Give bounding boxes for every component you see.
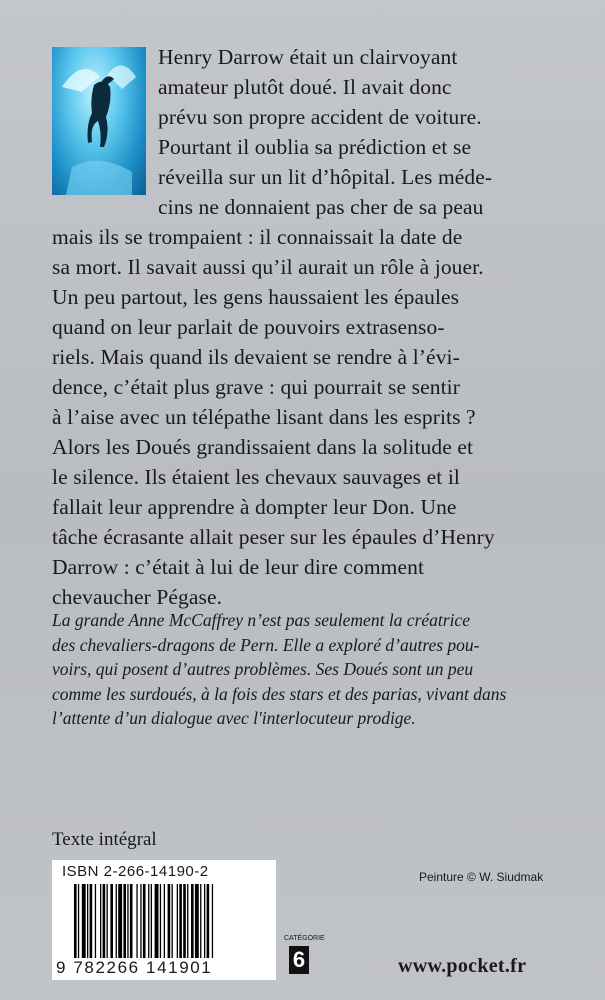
- barcode-bar: [179, 884, 182, 958]
- barcode-bar: [140, 884, 141, 958]
- blurb-line: chevaucher Pégase.: [52, 585, 223, 609]
- barcode-bar: [127, 884, 128, 958]
- barcode-bar: [110, 884, 113, 958]
- blurb-line: amateur plutôt doué. Il avait donc: [158, 75, 452, 99]
- barcode-bar: [187, 884, 188, 958]
- barcode-bar: [172, 884, 173, 958]
- blurb-line: Henry Darrow était un clairvoyant: [158, 45, 458, 69]
- blurb-line: le silence. Ils étaient les chevaux sauvages et il: [52, 465, 460, 489]
- barcode-bar: [78, 884, 79, 958]
- blurb-line: Pourtant il oublia sa prédiction et se: [158, 135, 472, 159]
- barcode-bar: [212, 884, 213, 958]
- barcode-bar: [155, 884, 159, 958]
- barcode-bar: [200, 884, 201, 958]
- blurb-line: quand on leur parlait de pouvoirs extrasenso-: [52, 315, 445, 339]
- barcode-bar: [95, 884, 96, 958]
- barcode-bar: [107, 884, 108, 958]
- barcode-panel: [52, 860, 276, 980]
- barcode-bar: [90, 884, 93, 958]
- barcode-bar: [195, 884, 199, 958]
- barcode-bar: [151, 884, 152, 958]
- barcode-bar: [130, 884, 133, 958]
- blurb-line: Alors les Doués grandissaient dans la solitude et: [52, 435, 474, 459]
- blurb-line: sa mort. Il savait aussi qu’il aurait un rôle à jouer.: [52, 255, 484, 279]
- blurb-line: à l’aise avec un télépathe lisant dans les esprits ?: [52, 405, 476, 429]
- barcode-bar: [116, 884, 117, 958]
- back-cover-blurb: [52, 42, 557, 612]
- barcode-bar: [207, 884, 210, 958]
- barcode-bar: [191, 884, 194, 958]
- blurb-line: réveilla sur un lit d’hôpital. Les méde-: [158, 165, 493, 189]
- isbn-number: ISBN 2-266-14190-2: [62, 863, 209, 880]
- italic-line: voirs, qui posent d’autres problèmes. Ses Doués sont un peu: [52, 659, 474, 679]
- category-label: CATÉGORIE: [284, 935, 325, 942]
- barcode-bar: [164, 884, 165, 958]
- category-number-badge: 6: [289, 946, 309, 974]
- blurb-line: mais ils se trompaient : il connaissait la date de: [52, 225, 463, 249]
- italic-line: La grande Anne McCaffrey n’est pas seulement la créatrice: [52, 610, 470, 630]
- ean-digits: 9 782266 141901: [56, 958, 213, 977]
- barcode-icon: [74, 884, 260, 958]
- barcode-bar: [143, 884, 146, 958]
- italic-line: comme les surdoués, à la fois des stars et des parias, vivant dans: [52, 683, 507, 704]
- barcode-bar: [118, 884, 122, 958]
- texte-integral-label: Texte intégral: [52, 829, 157, 850]
- barcode-bar: [123, 884, 126, 958]
- barcode-bar: [168, 884, 171, 958]
- blurb-line: Un peu partout, les gens haussaient les épaules: [52, 285, 460, 309]
- author-description: [52, 608, 557, 731]
- barcode-bar: [87, 884, 88, 958]
- blurb-line: dence, c’était plus grave : qui pourrait se sentir: [52, 375, 460, 399]
- barcode-bar: [148, 884, 149, 958]
- blurb-line: cins ne donnaient pas cher de sa peau: [158, 195, 484, 219]
- blurb-line: fallait leur apprendre à dompter leur Don. Une: [52, 495, 457, 519]
- blurb-line: Darrow : c’était à lui de leur dire comment: [52, 555, 425, 579]
- barcode-bar: [183, 884, 186, 958]
- illustration-credit: Peinture © W. Siudmak: [419, 870, 544, 884]
- barcode-bar: [177, 884, 178, 958]
- blurb-line: prévu son propre accident de voiture.: [158, 105, 482, 129]
- italic-line: des chevaliers-dragons de Pern. Elle a exploré d’autres pou-: [52, 634, 480, 655]
- barcode-bar: [204, 884, 205, 958]
- barcode-bar: [136, 884, 137, 958]
- website-link[interactable]: www.pocket.fr: [398, 955, 527, 977]
- barcode-bar: [82, 884, 86, 958]
- barcode-bar: [100, 884, 101, 958]
- blurb-line: riels. Mais quand ils devaient se rendre à l’évi-: [52, 345, 460, 369]
- barcode-bar: [160, 884, 161, 958]
- barcode-bar: [103, 884, 106, 958]
- blurb-line: tâche écrasante allait peser sur les épaules d’Henry: [52, 525, 495, 549]
- italic-line: l’attente d’un dialogue avec l'interlocuteur prodige.: [52, 708, 416, 728]
- barcode-bar: [74, 884, 77, 958]
